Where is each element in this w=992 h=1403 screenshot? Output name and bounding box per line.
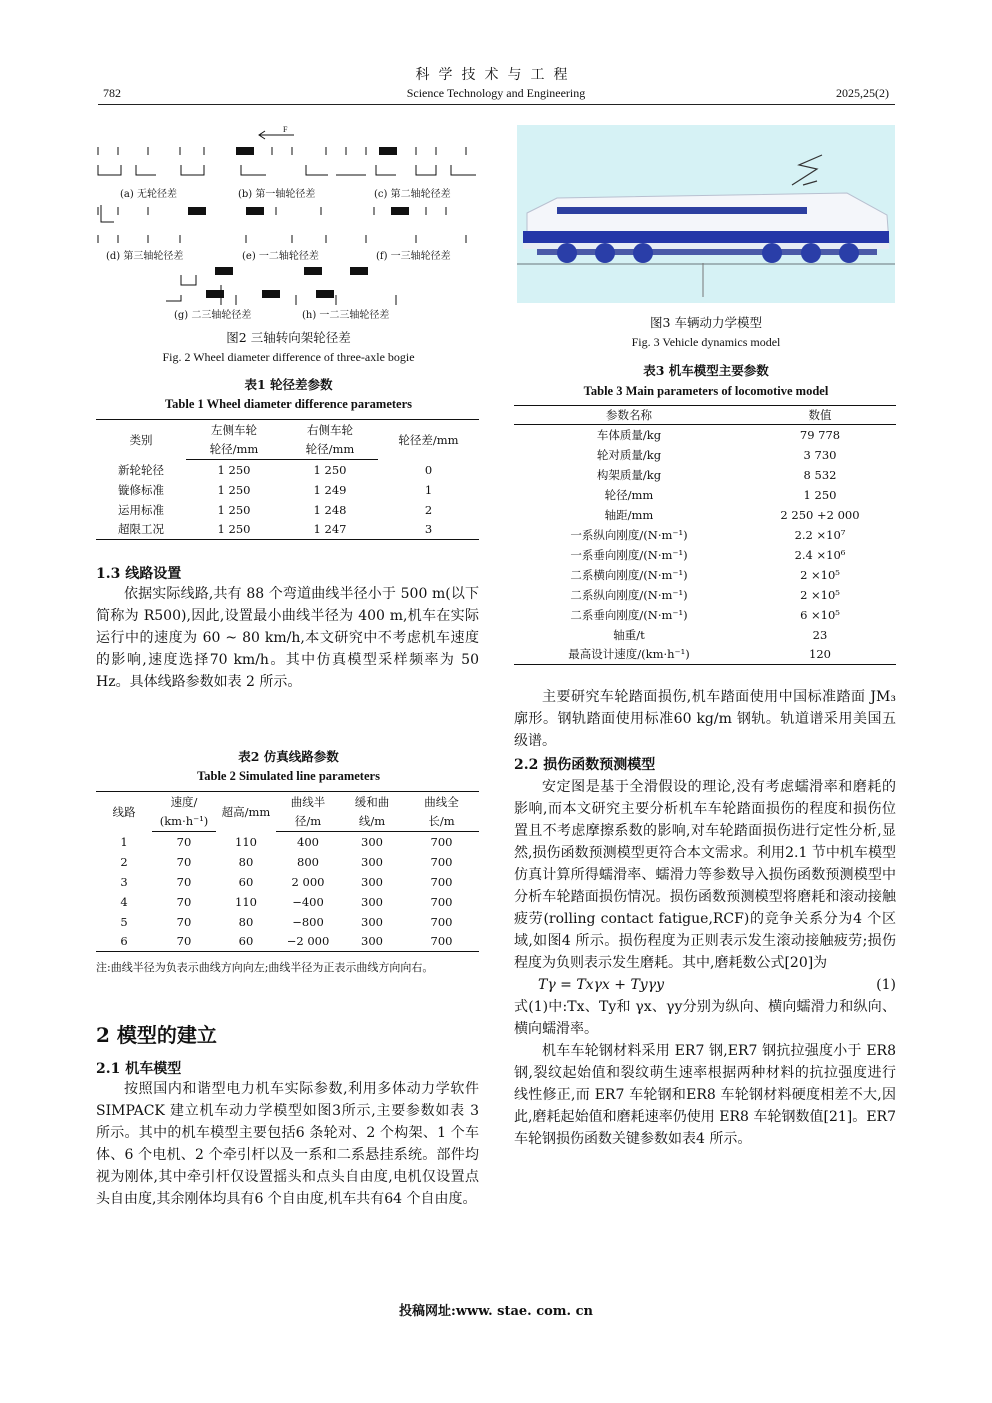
table-cell: 300: [361, 914, 383, 929]
page-number: 782: [103, 86, 121, 100]
table-cell: 1 250: [313, 462, 347, 477]
table-cell: 轴重/t: [613, 627, 645, 642]
locomotive-model-image: [517, 125, 895, 303]
table1-header: 类别: [96, 420, 186, 460]
table-row: [96, 832, 479, 852]
table3-caption-en: Table 3 Main parameters of locomotive model: [583, 384, 829, 398]
table-cell: 300: [361, 874, 383, 889]
volume-issue: 2025,25(2): [836, 86, 889, 100]
table-cell: 1 248: [313, 502, 347, 517]
table2-note: 注:曲线半径为负表示曲线方向向左;曲线半径为正表示曲线方向向右。: [96, 961, 434, 974]
table-row: [514, 465, 896, 485]
table-cell: 车体质量/kg: [596, 427, 662, 442]
bogie-diagram: [96, 125, 481, 325]
table-row: [96, 912, 479, 932]
table-cell: 120: [744, 645, 896, 665]
table-cell: 新轮轮径: [118, 462, 164, 477]
table-cell: −2 000: [276, 932, 340, 952]
table-cell: 2.2 ×10⁷: [794, 527, 846, 542]
table-cell: 3: [378, 520, 479, 540]
table-cell: 轴距/mm: [604, 507, 654, 522]
section-2-2-title: 2.2 损伤函数预测模型: [514, 757, 656, 773]
table-cell: 1 249: [313, 482, 347, 497]
table1-header: 左侧车轮: [186, 420, 282, 440]
table2-header: 线路: [96, 792, 152, 832]
fig2-label-h: (h) 一二三轴轮径差: [302, 310, 390, 321]
arrow-label: F: [283, 125, 288, 134]
table-cell: 一系垂向刚度/(N·m⁻¹): [570, 547, 688, 562]
table-row: [514, 505, 896, 525]
journal-title-en: Science Technology and Engineering: [406, 86, 586, 100]
table-cell: 70: [176, 834, 192, 849]
table2-header: 超高/mm: [216, 792, 276, 832]
section-1-3-title: 1.3 线路设置: [96, 566, 182, 582]
table3-caption-cn: 表3 机车模型主要参数: [643, 363, 769, 378]
table-row: [514, 525, 896, 545]
table-cell: 2 250 +2 000: [780, 507, 860, 522]
table-cell: 110: [235, 894, 257, 909]
table-cell: 70: [176, 854, 192, 869]
table-cell: 运用标准: [118, 502, 164, 517]
table-cell: 23: [812, 627, 828, 642]
table2-header: 径/m: [276, 812, 340, 832]
table-cell: 6: [96, 932, 152, 952]
table-cell: 700: [404, 932, 479, 952]
table-2: [96, 791, 479, 952]
fig2-label-a: (a) 无轮径差: [120, 189, 177, 200]
table2-caption-cn: 表2 仿真线路参数: [238, 749, 339, 764]
table-cell: 1 247: [282, 520, 378, 540]
table-row: [96, 872, 479, 892]
paragraph: 按照国内和谐型电力机车实际参数,利用多体动力学软件 SIMPACK 建立机车动力学模型如图3所示,主要参数如表 3 所示。其中的机车模型主要包括6 条轮对、2 个构架、1 个车体、6 个电机、2 个牵引杆以及一系和二系悬挂系统。部件均视为刚体,其中牵引杆仅设置摇头和点头自由度,电机仅设置点头自由度,其余刚体均具有6 个自由度,机车共有64 个自由度。: [96, 1081, 479, 1207]
table2-header: 线/m: [340, 812, 404, 832]
table-cell: 构架质量/kg: [596, 467, 662, 482]
table-cell: 2: [120, 854, 128, 869]
table-cell: 3: [120, 874, 128, 889]
fig2-label-b: (b) 第一轴轮径差: [238, 189, 316, 200]
section-2-1-body: [96, 1078, 479, 1210]
table-cell: 300: [361, 854, 383, 869]
table-cell: 700: [430, 874, 453, 889]
table-row: [96, 520, 479, 540]
table-cell: 最高设计速度/(km·h⁻¹): [514, 645, 744, 665]
table-cell: 1 250: [803, 487, 837, 502]
paragraph: 机车车轮钢材料采用 ER7 钢,ER7 钢抗拉强度小于 ER8 钢,裂纹起始值和裂纹萌生速率根据两种材料的抗拉强度进行线性修正,而 ER7 车轮钢和ER8 车轮钢材料硬度相差不大,因此,磨耗起始值和磨耗速率仍使用 ER8 车轮钢数值[21]。ER7 车轮钢损伤函数关键参数如表4 所示。: [514, 1043, 896, 1147]
table-cell: 80: [238, 854, 254, 869]
table-row: [514, 605, 896, 625]
table3-header: 数值: [744, 406, 896, 425]
table2-header: 曲线半: [276, 792, 340, 812]
table-cell: 60: [216, 932, 276, 952]
table1-caption-cn: 表1 轮径差参数: [244, 377, 333, 392]
table1-header: 轮径/mm: [186, 440, 282, 460]
table2-header: 曲线全: [404, 792, 479, 812]
table-1: [96, 419, 479, 540]
table3-header: 参数名称: [514, 406, 744, 425]
table2-header: (km·h⁻¹): [152, 812, 216, 832]
table-cell: 60: [238, 874, 254, 889]
table-cell: 超限工况: [96, 520, 186, 540]
figure-3: [517, 125, 895, 303]
table-cell: 70: [176, 894, 192, 909]
fig2-label-e: (e) 一二轴轮径差: [242, 251, 319, 262]
table-cell: −800: [292, 914, 324, 929]
table-cell: 5: [120, 914, 128, 929]
table-cell: 轮对质量/kg: [596, 447, 662, 462]
section-2-title: 2 模型的建立: [96, 1023, 217, 1047]
table-row: [514, 545, 896, 565]
table-row: [514, 485, 896, 505]
table-cell: −400: [292, 894, 324, 909]
formula-text: Tγ = Txγx + Tyγy: [538, 977, 664, 993]
header-rule: [98, 104, 895, 105]
table1-header: 右侧车轮: [282, 420, 378, 440]
table-row: [514, 445, 896, 465]
table-cell: 6 ×10⁵: [800, 607, 840, 622]
fig2-label-d: (d) 第三轴轮径差: [106, 251, 184, 262]
paragraph: 依据实际线路,共有 88 个弯道曲线半径小于 500 m(以下简称为 R500),因此,设置最小曲线半径为 400 m,机车在实际运行中的速度为 60 ~ 80 km/h,本文研究中不考虑机车速度的影响,速度选择70 km/h。其中仿真模型采样频率为 50 Hz。具体线路参数如表 2 所示。: [96, 586, 479, 690]
section-1-3-body: [96, 583, 479, 693]
table-cell: 1: [424, 482, 433, 497]
table-cell: 79 778: [799, 427, 841, 442]
journal-title-cn: 科学技术与工程: [415, 67, 577, 83]
table-row: [514, 565, 896, 585]
footer-url: 投稿网址:www. stae. com. cn: [399, 1304, 593, 1319]
table-cell: 8 532: [803, 467, 837, 482]
table-cell: 80: [238, 914, 254, 929]
table-cell: 300: [361, 894, 383, 909]
table-3: [514, 405, 896, 665]
table-cell: 700: [430, 854, 453, 869]
table-cell: 二系横向刚度/(N·m⁻¹): [570, 567, 688, 582]
table-cell: 0: [424, 462, 433, 477]
table-cell: 镟修标准: [118, 482, 164, 497]
table-cell: 400: [297, 834, 319, 849]
paragraph: 安定图是基于全滑假设的理论,没有考虑蠕滑率和磨耗的影响,而本文研究主要分析机车车轮踏面损伤的程度和损伤位置且不考虑摩擦系数的影响,对车轮踏面损伤进行定性分析,显然,损伤函数预测模型更符合本文需求。利用2.1 节中机车模型仿真计算所得蠕滑率、蠕滑力等参数导入损伤函数预测模型中分析车轮踏面损伤情况。损伤函数预测模型将磨耗和滚动接触疲劳(rolling contact fatigue,RCF)的竞争关系分为4 个区域,如图4 所示。损伤程度为正则表示发生滚动接触疲劳;损伤程度为负则表示发生磨耗。其中,磨耗数公式[20]为: [514, 779, 896, 971]
table-row: [514, 625, 896, 645]
table-cell: 1 250: [217, 502, 251, 517]
table-cell: 1 250: [186, 520, 282, 540]
table-cell: 2 ×10⁵: [800, 587, 840, 602]
table-cell: 700: [430, 894, 453, 909]
fig2-label-c: (c) 第二轴轮径差: [374, 189, 451, 200]
table-cell: 800: [297, 854, 319, 869]
table-cell: 70: [176, 914, 192, 929]
table-cell: 1 250: [217, 482, 251, 497]
table2-header: 缓和曲: [340, 792, 404, 812]
table1-caption-en: Table 1 Wheel diameter difference parameters: [164, 397, 413, 411]
table-row: [96, 500, 479, 520]
right-column-body: [514, 686, 896, 1150]
table-cell: 110: [235, 834, 257, 849]
table-row: [96, 852, 479, 872]
fig2-caption-cn: 图2 三轴转向架轮径差: [226, 330, 351, 345]
formula-number: (1): [876, 977, 896, 993]
table2-header: 速度/: [152, 792, 216, 812]
table-cell: 轮径/mm: [604, 487, 654, 502]
table-cell: 300: [361, 834, 383, 849]
figure-2: [96, 125, 481, 325]
table-cell: 1: [120, 834, 128, 849]
table1-header: 轮径/mm: [282, 440, 378, 460]
table2-caption-en: Table 2 Simulated line parameters: [197, 769, 380, 783]
table-cell: 2.4 ×10⁶: [794, 547, 846, 562]
table-cell: 700: [430, 834, 453, 849]
table-cell: 2: [424, 502, 433, 517]
fig2-label-f: (f) 一三轴轮径差: [376, 251, 451, 262]
table-cell: 二系垂向刚度/(N·m⁻¹): [570, 607, 688, 622]
table-cell: 300: [340, 932, 404, 952]
table-cell: 一系纵向刚度/(N·m⁻¹): [570, 527, 688, 542]
table-row: [514, 645, 896, 665]
table-cell: 700: [430, 914, 453, 929]
table-cell: 1 250: [217, 462, 251, 477]
fig3-caption-cn: 图3 车辆动力学模型: [650, 315, 762, 330]
table-row: [96, 932, 479, 952]
table-row: [514, 425, 896, 445]
table-row: [514, 585, 896, 605]
table-row: [96, 480, 479, 500]
table-cell: 二系纵向刚度/(N·m⁻¹): [570, 587, 688, 602]
table-cell: 70: [176, 874, 192, 889]
formula-1: [514, 974, 896, 996]
section-2-1-title: 2.1 机车模型: [96, 1061, 182, 1077]
table-row: [96, 460, 479, 480]
paragraph: 式(1)中:Tx、Ty和 γx、γy分别为纵向、横向蠕滑力和纵向、横向蠕滑率。: [514, 999, 896, 1037]
table-cell: 3 730: [803, 447, 837, 462]
table1-header: 轮径差/mm: [378, 420, 479, 460]
fig3-caption-en: Fig. 3 Vehicle dynamics model: [631, 335, 781, 349]
table-cell: 2 000: [291, 874, 325, 889]
fig2-caption-en: Fig. 2 Wheel diameter difference of three-axle bogie: [162, 350, 415, 364]
table-cell: 70: [152, 932, 216, 952]
table-cell: 4: [120, 894, 128, 909]
table-row: [96, 892, 479, 912]
table-cell: 2 ×10⁵: [800, 567, 840, 582]
fig2-label-g: (g) 二三轴轮径差: [174, 310, 252, 321]
table2-header: 长/m: [404, 812, 479, 832]
paragraph: 主要研究车轮踏面损伤,机车踏面使用中国标准踏面 JM₃ 廓形。钢轨踏面使用标准60 kg/m 钢轨。轨道谱采用美国五级谱。: [514, 689, 896, 749]
